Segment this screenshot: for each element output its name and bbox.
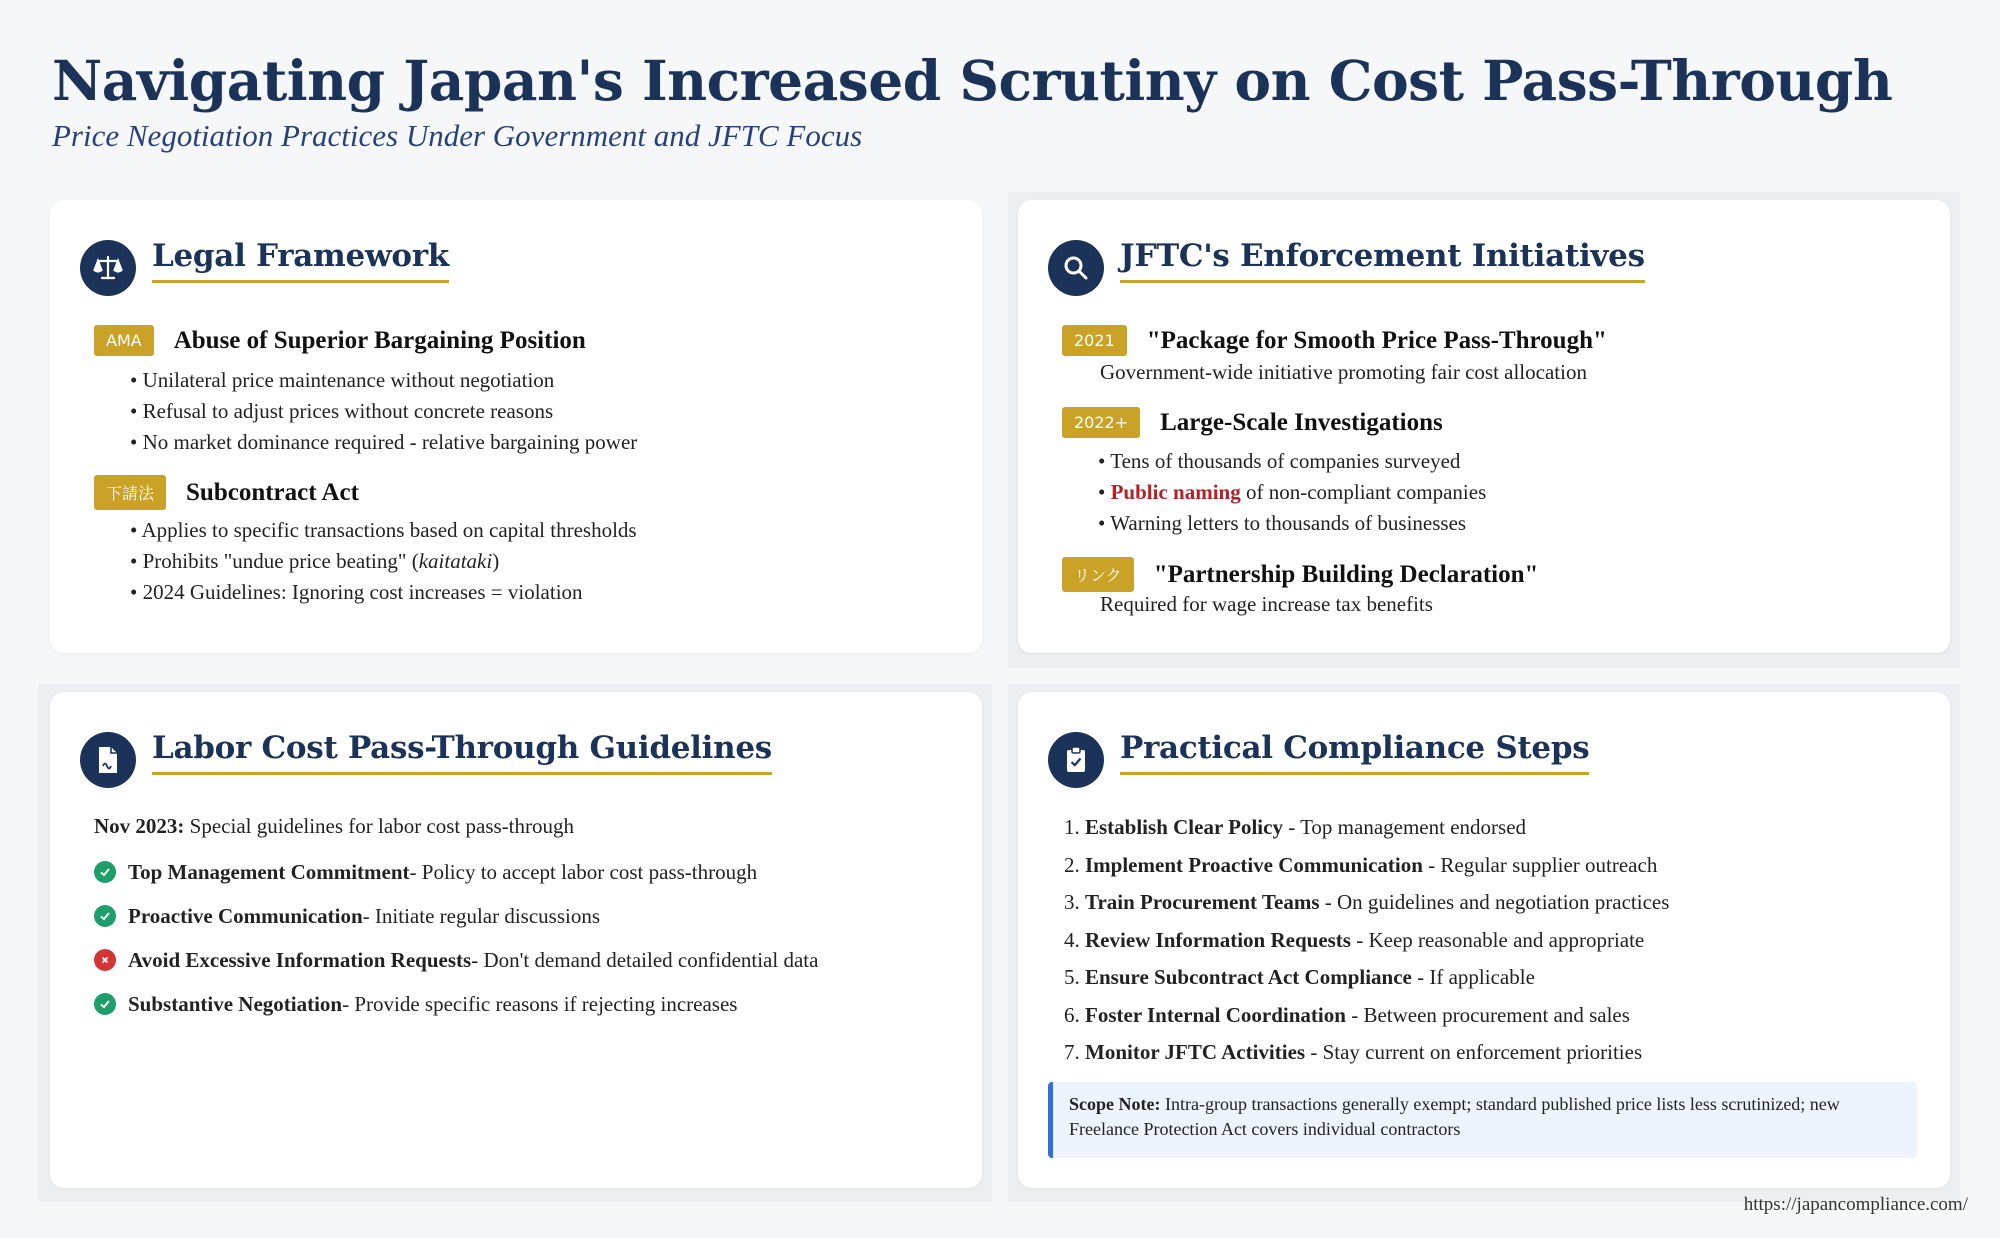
practical-steps-card — [1018, 692, 1950, 1188]
step-number: 1. — [1064, 815, 1080, 839]
jftc-item-2021 — [1062, 325, 1607, 356]
list-item: • No market dominance required - relative bargaining power — [130, 427, 637, 458]
step-text: - If applicable — [1411, 965, 1535, 989]
list-item: • Warning letters to thousands of businesses — [1098, 508, 1486, 539]
ama-bullet-list — [130, 365, 637, 458]
step-number: 4. — [1064, 927, 1080, 952]
list-item — [1064, 884, 1669, 922]
step-bold: Ensure Subcontract Act Compliance — [1085, 965, 1412, 989]
intro-date: Nov 2023: — [94, 814, 185, 838]
check-icon — [94, 905, 116, 927]
step-text: - Regular supplier outreach — [1422, 852, 1658, 877]
labor-intro — [94, 814, 574, 839]
jftc-item-partnership — [1062, 557, 1538, 592]
practical-header — [1048, 730, 1589, 788]
list-item: • Applies to specific transactions based on capital thresholds — [130, 515, 637, 546]
list-item — [94, 894, 818, 938]
bullet-text: of non-compliant companies — [1240, 480, 1487, 504]
check-icon — [94, 861, 116, 883]
list-item — [94, 850, 818, 894]
step-text: - Between procurement and sales — [1345, 1002, 1630, 1027]
item-bold: Avoid Excessive Information Requests — [128, 947, 472, 972]
legal-framework-card — [50, 200, 982, 653]
list-item — [1064, 1034, 1669, 1072]
investigations-bullet-list — [1098, 446, 1486, 539]
ama-badge: AMA — [94, 325, 154, 356]
list-item — [1064, 997, 1669, 1035]
list-item — [94, 938, 818, 982]
labor-guidelines-card — [50, 692, 982, 1188]
year-badge: 2022+ — [1062, 407, 1140, 438]
subcontract-title: Subcontract Act — [186, 478, 359, 506]
x-icon — [94, 949, 116, 971]
list-item: • Tens of thousands of companies surveyed — [1098, 446, 1486, 477]
list-item: • Unilateral price maintenance without negotiation — [130, 365, 637, 396]
item-text: - Provide specific reasons if rejecting increases — [342, 991, 738, 1016]
step-bold: Monitor JFTC Activities — [1085, 1040, 1306, 1064]
labor-check-list — [94, 850, 818, 1026]
step-text: - On guidelines and negotiation practices — [1319, 890, 1670, 914]
item-bold: Proactive Communication — [128, 903, 363, 928]
ama-heading — [94, 325, 586, 356]
subcontract-badge: 下請法 — [94, 475, 166, 510]
page-subtitle: Price Negotiation Practices Under Government and JFTC Focus — [52, 118, 863, 153]
clipboard-check-icon — [1048, 732, 1104, 788]
item-title: Large-Scale Investigations — [1160, 408, 1443, 436]
list-item — [130, 546, 637, 577]
step-number: 3. — [1064, 890, 1080, 914]
intro-text: Special guidelines for labor cost pass-through — [184, 814, 574, 838]
item-text: - Don't demand detailed confidential data — [471, 947, 819, 972]
legal-framework-title: Legal Framework — [152, 238, 449, 283]
legal-framework-header — [80, 238, 449, 296]
list-item: • 2024 Guidelines: Ignoring cost increases = violation — [130, 577, 637, 608]
step-text: - Top management endorsed — [1282, 815, 1527, 839]
document-icon — [80, 732, 136, 788]
practical-title: Practical Compliance Steps — [1120, 730, 1589, 775]
year-badge: 2021 — [1062, 325, 1127, 356]
search-icon — [1048, 240, 1104, 296]
subcontract-bullet-list — [130, 515, 637, 608]
step-text: - Stay current on enforcement priorities — [1305, 1040, 1643, 1064]
step-number: 2. — [1064, 852, 1080, 877]
list-item: • Refusal to adjust prices without concrete reasons — [130, 396, 637, 427]
item-title: "Partnership Building Declaration" — [1153, 560, 1539, 588]
public-naming-highlight: Public naming — [1110, 480, 1241, 504]
list-item — [1064, 959, 1669, 997]
compliance-steps-list — [1064, 809, 1669, 1072]
labor-header — [80, 730, 772, 788]
check-icon — [94, 993, 116, 1015]
jftc-enforcement-card — [1018, 200, 1950, 653]
step-number: 6. — [1064, 1002, 1080, 1027]
step-bold: Implement Proactive Communication — [1085, 852, 1423, 877]
item-description: Government-wide initiative promoting fair cost allocation — [1100, 360, 1587, 384]
bullet-text: Prohibits "undue price beating" ( — [142, 549, 419, 573]
step-bold: Foster Internal Coordination — [1085, 1002, 1346, 1027]
step-bold: Review Information Requests — [1085, 927, 1351, 952]
footer-url[interactable]: https://japancompliance.com/ — [1743, 1194, 1968, 1215]
jftc-title: JFTC's Enforcement Initiatives — [1120, 238, 1645, 283]
item-title: "Package for Smooth Price Pass-Through" — [1146, 326, 1607, 354]
step-number: 7. — [1064, 1040, 1080, 1064]
item-text: - Policy to accept labor cost pass-through — [409, 859, 758, 884]
step-text: - Keep reasonable and appropriate — [1350, 927, 1645, 952]
step-bold: Establish Clear Policy — [1085, 815, 1283, 839]
list-item — [1064, 809, 1669, 847]
jftc-item-2022 — [1062, 407, 1443, 438]
step-bold: Train Procurement Teams — [1085, 890, 1320, 914]
list-item — [94, 982, 818, 1026]
scope-note-text: Intra-group transactions generally exempt; standard published price lists less scrutinized; new Freelance Protection Act covers individual contractors — [1069, 1094, 1840, 1139]
kaitataki-term: kaitataki — [418, 549, 493, 573]
subcontract-heading — [94, 475, 359, 510]
item-description: Required for wage increase tax benefits — [1100, 592, 1433, 616]
ama-title: Abuse of Superior Bargaining Position — [173, 326, 586, 354]
link-badge: リンク — [1062, 557, 1134, 592]
labor-title: Labor Cost Pass-Through Guidelines — [152, 730, 772, 775]
jftc-header — [1048, 238, 1645, 296]
list-item — [1064, 847, 1669, 885]
bullet-text: ) — [492, 549, 500, 573]
step-number: 5. — [1064, 965, 1080, 989]
page-title: Navigating Japan's Increased Scrutiny on Cost Pass-Through — [52, 48, 1893, 113]
scope-note — [1048, 1082, 1917, 1158]
list-item — [1064, 922, 1669, 960]
list-item — [1098, 477, 1486, 508]
item-bold: Substantive Negotiation — [128, 991, 343, 1016]
scope-note-label: Scope Note: — [1069, 1094, 1161, 1114]
scales-icon — [80, 240, 136, 296]
item-bold: Top Management Commitment — [128, 859, 410, 884]
item-text: - Initiate regular discussions — [362, 903, 601, 928]
